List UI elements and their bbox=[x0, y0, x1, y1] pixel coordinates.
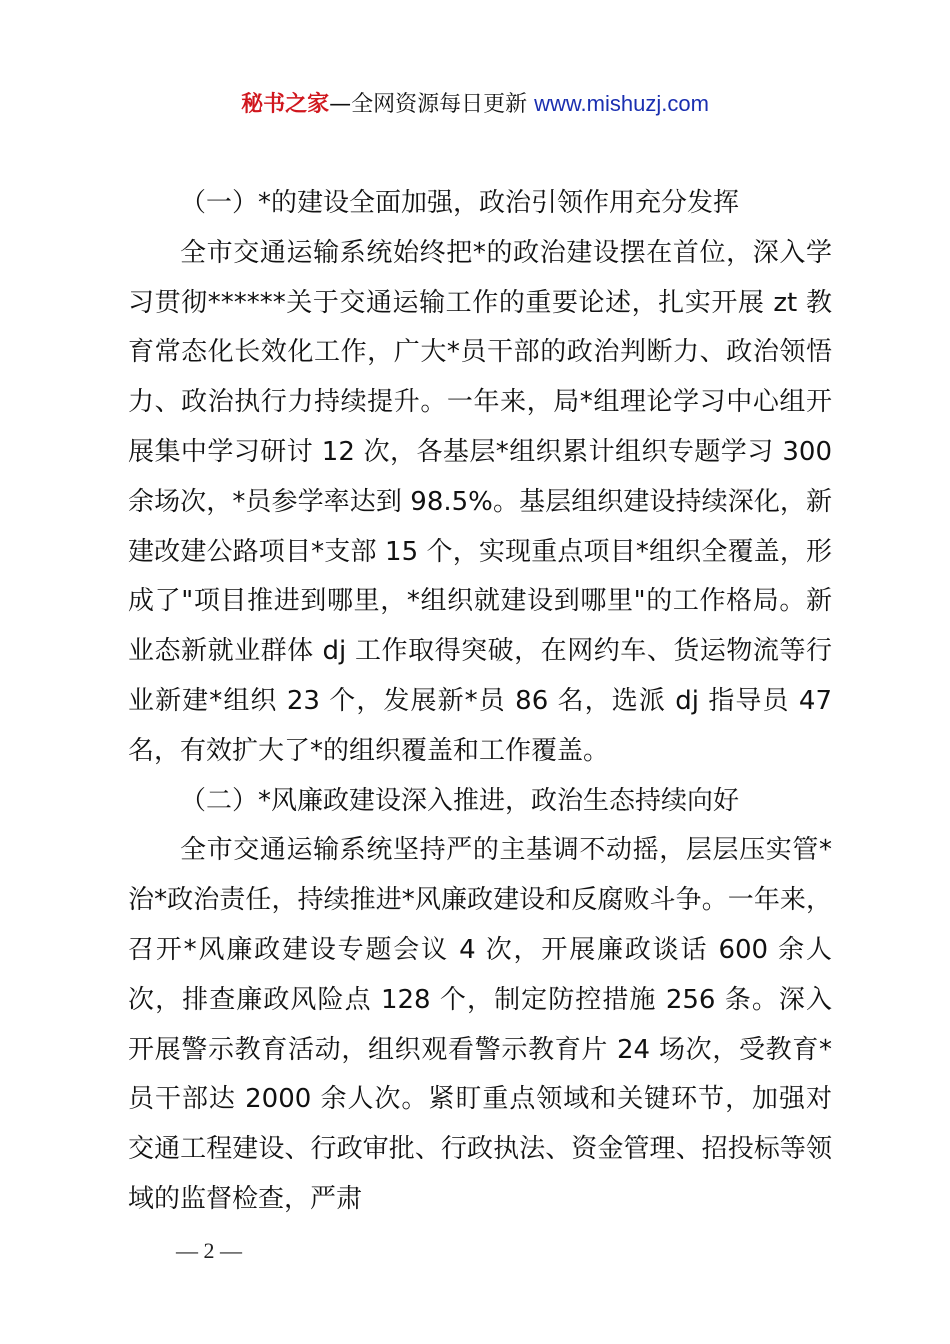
site-url-link[interactable]: www.mishuzj.com bbox=[534, 91, 709, 116]
section-heading-2: （二）*风廉政建设深入推进，政治生态持续向好 bbox=[180, 785, 740, 816]
page-header bbox=[0, 84, 950, 125]
header-slogan: —全网资源每日更新 bbox=[329, 92, 535, 117]
section-heading-1: （一）*的建设全面加强，政治引领作用充分发挥 bbox=[180, 188, 740, 218]
paragraph-1: 全市交通运输系统始终把*的政治建设摆在首位，深入学习贯彻******关于交通运输工作的重要论述，扎实开展 zt 教育常态化长效化工作，广大*员干部的政治判断力、政治领悟力、政治执行力持续提升。一年来，局*组理论学习中心组开展集中学习研讨 12 次，各基层*组织累计组织专题学习 300 余场次，*员参学率达到 98.5%。基层组织建设持续深化，新建改建公路项目*支部 15 个，实现重点项目*组织全覆盖，形成了"项目推进到哪里，*组织就建设到哪里"的工作格局。新业态新就业群体 dj 工作取得突破，在网约车、货运物流等行业新建*组织 23 个，发展新*员 86 名，选派 dj 指导员 47 名，有效扩大了*的组织覆盖和工作覆盖。 bbox=[128, 237, 832, 766]
page-number: — 2 — bbox=[176, 1238, 242, 1263]
brand-name: 秘书之家 bbox=[241, 92, 330, 117]
paragraph-2: 全市交通运输系统坚持严的主基调不动摇，层层压实管*治*政治责任，持续推进*风廉政建设和反腐败斗争。一年来，召开*风廉政建设专题会议 4 次，开展廉政谈话 600 余人次，排查廉政风险点 128 个，制定防控措施 256 条。深入开展警示教育活动，组织观看警示教育片 24 场次，受教育*员干部达 2000 余人次。紧盯重点领域和关键环节，加强对交通工程建设、行政审批、行政执法、资金管理、招投标等领域的监督检查，严肃 bbox=[128, 835, 832, 1214]
document-body bbox=[128, 179, 832, 1214]
